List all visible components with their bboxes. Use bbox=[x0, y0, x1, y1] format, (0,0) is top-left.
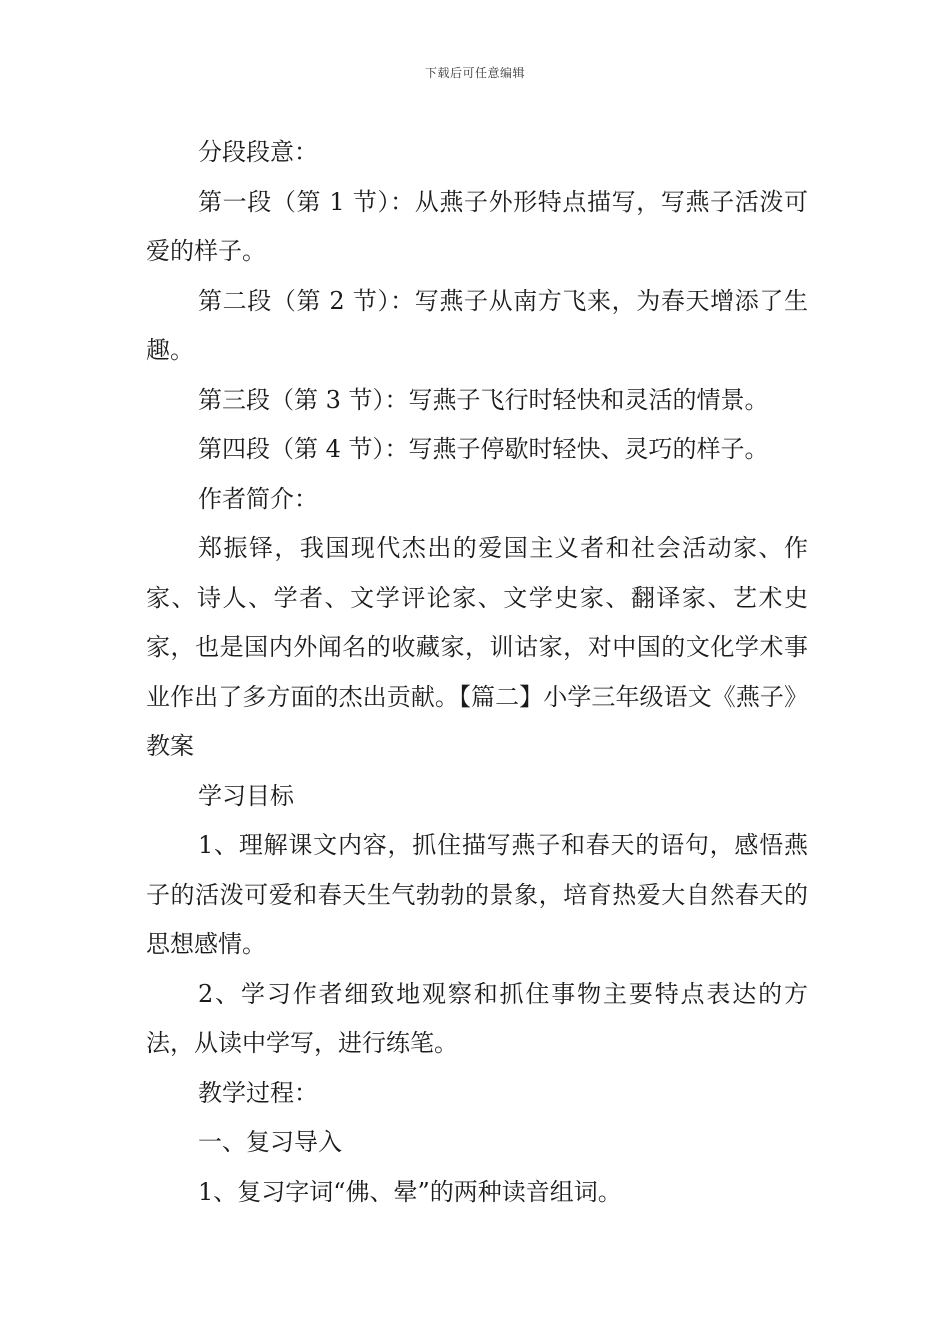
section-heading-review: 一、复习导入 bbox=[198, 1128, 342, 1156]
paragraph-review-1: 1、复习字词“佛、晕”的两种读音组词。 bbox=[198, 1177, 622, 1206]
section-heading-process: 教学过程： bbox=[198, 1078, 318, 1107]
paragraph-goal-1: 1、理解课文内容，抓住描写燕子和春天的语句，感悟燕子的活泼可爱和春天生气勃勃的景象，培育热爱大自然春天的思想感情。 bbox=[146, 831, 808, 958]
paragraph-segment-3: 第三段（第 3 节）：写燕子飞行时轻快和灵活的情景。 bbox=[198, 385, 769, 414]
paragraph-segment-4: 第四段（第 4 节）：写燕子停歇时轻快、灵巧的样子。 bbox=[198, 435, 769, 463]
paragraph-author-bio: 郑振铎，我国现代杰出的爱国主义者和社会活动家、作家、诗人、学者、文学评论家、文学史家、翻译家、艺术史家，也是国内外闻名的收藏家，训诂家，对中国的文化学术事业作出了多方面的杰出贡献。【篇二】小学三年级语文《燕子》教案 bbox=[146, 534, 808, 760]
section-heading-author: 作者简介： bbox=[198, 484, 318, 513]
page-header: 下载后可任意编辑 bbox=[424, 66, 525, 80]
paragraph-segment-2: 第二段（第 2 节）：写燕子从南方飞来，为春天增添了生趣。 bbox=[146, 286, 808, 364]
section-heading-segments: 分段段意： bbox=[198, 138, 318, 166]
document-body bbox=[146, 128, 808, 1217]
paragraph-segment-1: 第一段（第 1 节）：从燕子外形特点描写，写燕子活泼可爱的样子。 bbox=[146, 187, 808, 265]
section-heading-goals: 学习目标 bbox=[198, 781, 294, 810]
paragraph-goal-2: 2、学习作者细致地观察和抓住事物主要特点表达的方法，从读中学写，进行练笔。 bbox=[146, 979, 808, 1057]
